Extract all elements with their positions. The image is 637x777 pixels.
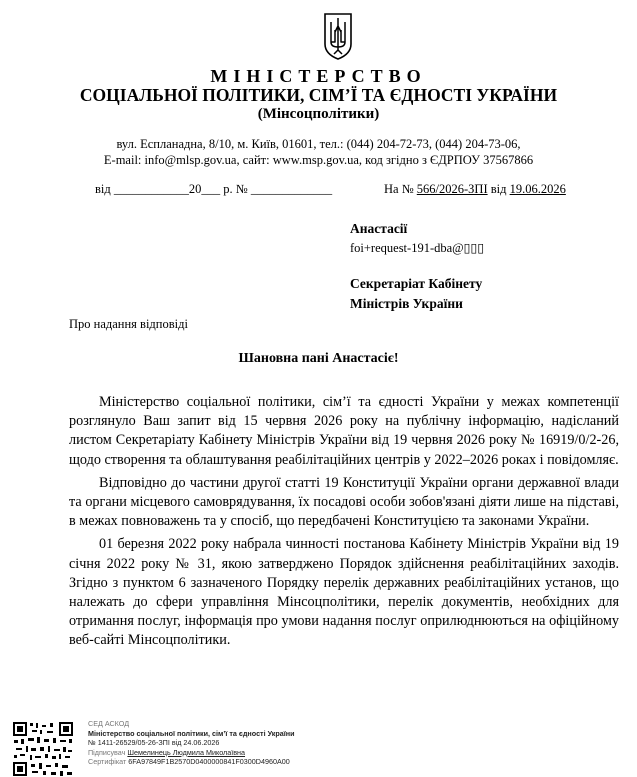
reply-date: 19.06.2026 xyxy=(509,182,566,196)
body-paragraph-3: 01 березня 2022 року набрала чинності постанова Кабінету Міністрів України від 19 січня 2022 року № 31, якою затверджено Порядок здійснення реабілітаційних заходів. Згідно з пунктом 6 зазначеного Порядку перелік державних реабілітаційних установ, що належать до сфери управління Мінсоцполітики, перелік документів, необхідних для отримання послуг, інформація про умови надання послуг оприлюднюються на офіційному веб-сайті Мінсоцполітики. xyxy=(69,536,619,649)
recipient-org-line2: Міністрів України xyxy=(350,296,463,311)
incoming-ref: На № 566/2026-ЗПІ від 19.06.2026 xyxy=(384,182,566,196)
e-signature-stamp xyxy=(88,719,295,767)
ministry-full-name: СОЦІАЛЬНОЇ ПОЛІТИКИ, СІМ’Ї ТА ЄДНОСТІ УКРАЇНИ xyxy=(79,85,558,105)
stamp-signer: Шемелинець Людмила Миколаївна xyxy=(127,747,246,757)
stamp-cert: 6FA97849F1B2570D0400000841F0300D4960A00 xyxy=(128,757,290,767)
qr-code-icon xyxy=(12,721,74,777)
stamp-doc-number: № 1411-26529/05-26-ЗПІ від 24.06.2026 xyxy=(88,738,220,748)
subject-line: Про надання відповіді xyxy=(69,317,188,331)
reply-number: 566/2026-ЗПІ xyxy=(416,182,488,196)
recipient-email[interactable]: foi+request-191-dba@▯▯▯ xyxy=(350,241,485,255)
body-text xyxy=(69,393,619,651)
stamp-signer-row: Підписувач Шемелинець Людмила Миколаївна xyxy=(88,747,246,757)
recipient-org-line1: Секретаріат Кабінету xyxy=(350,276,483,291)
outgoing-ref: від ____________20___ р. № _____________ xyxy=(95,182,333,196)
ministry-title: МІНІСТЕРСТВО xyxy=(210,66,427,86)
contact-block xyxy=(0,136,637,168)
stamp-system: СЕД АСКОД xyxy=(88,719,130,728)
body-paragraph-2: Відповідно до частини другої статті 19 Конституції України органи державної влади та органи місцевого самоврядування, їх посадові особи зобов'язані діяти лише на підставі, в межах повноважень та у спосіб, що передбачені Конституцією та законами України. xyxy=(69,474,619,530)
email-site-line: E-mail: info@mlsp.gov.ua, сайт: www.msp.gov.ua, код згідно з ЄДРПОУ 37567866 xyxy=(103,153,534,167)
ministry-short-name: (Мінсоцполітики) xyxy=(257,106,380,122)
stamp-org: Міністерство соціальної політики, сім’ї та єдності України xyxy=(88,728,295,738)
greeting: Шановна пані Анастасіє! xyxy=(238,351,399,366)
stamp-cert-row: Сертифікат 6FA97849F1B2570D0400000841F0300D4960A00 xyxy=(88,757,290,767)
recipient-name: Анастасії xyxy=(350,221,408,236)
address-line: вул. Еспланадна, 8/10, м. Київ, 01601, тел.: (044) 204-72-73, (044) 204-73-06, xyxy=(116,137,521,151)
coat-of-arms-icon xyxy=(323,12,353,60)
body-paragraph-1: Міністерство соціальної політики, сім’ї та єдності України у межах компетенції розглянуло Ваш запит від 15 червня 2026 року на публічну інформацію, надісланий листом Секретаріату Кабінету Міністрів України від 19 червня 2026 року № 16919/0/2-26, щодо створення та облаштування реабілітаційних центрів у 2022–2026 роках і повідомляє. xyxy=(69,394,619,468)
